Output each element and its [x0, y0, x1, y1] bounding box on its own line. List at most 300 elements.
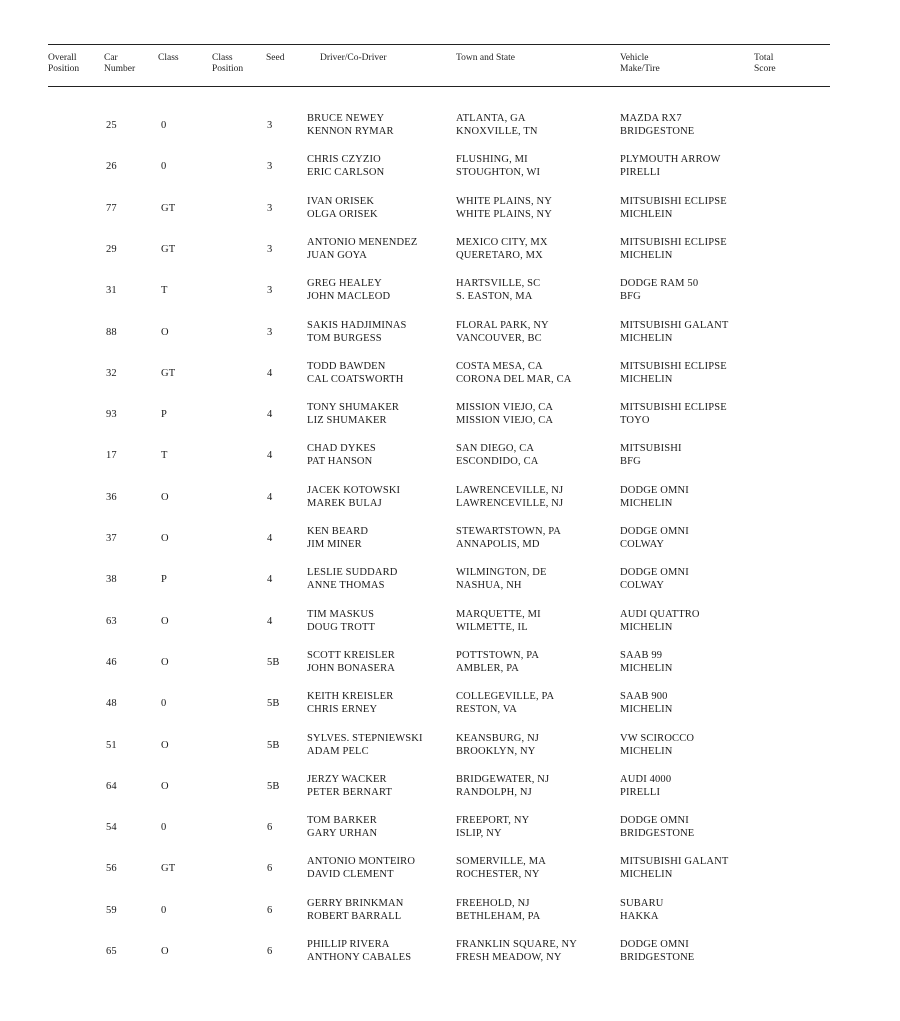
town-state-cell	[456, 814, 529, 840]
vehicle-cell	[620, 773, 671, 799]
car-number-cell	[106, 780, 117, 793]
town-state-cell-text: FLORAL PARK, NY	[456, 319, 549, 331]
vehicle-cell	[620, 319, 728, 345]
driver-cell	[307, 525, 368, 551]
vehicle-cell	[620, 401, 727, 427]
table-row	[0, 897, 900, 935]
driver-cell	[307, 112, 394, 138]
vehicle-cell	[620, 938, 694, 964]
town-state-cell-text: COLLEGEVILLE, PA	[456, 691, 555, 703]
car-number-cell	[106, 573, 117, 586]
class-cell-text: GT	[161, 202, 176, 214]
vehicle-cell-text: SAAB 900	[620, 691, 668, 703]
town-state-cell-text: NASHUA, NH	[456, 580, 522, 592]
town-state-cell	[456, 773, 549, 799]
seed-cell-text: 6	[267, 946, 273, 957]
seed-cell	[267, 780, 280, 793]
car-number-cell-text: 17	[106, 450, 117, 462]
town-state-cell-text: WHITE PLAINS, NY	[456, 208, 553, 220]
seed-cell-text: 6	[267, 822, 273, 834]
town-state-cell-text: QUERETARO, MX	[456, 249, 543, 261]
vehicle-cell-text: PIRELLI	[620, 786, 661, 798]
car-number-cell-text: 59	[106, 904, 117, 916]
driver-cell	[307, 360, 403, 386]
table-row	[0, 153, 900, 191]
class-cell	[161, 656, 169, 669]
vehicle-cell-text: MICHELIN	[620, 662, 673, 674]
town-state-cell-text: KEANSBURG, NJ	[456, 732, 540, 744]
seed-cell-text: 4	[267, 615, 273, 627]
town-state-cell-text: WHITE PLAINS, NY	[456, 195, 553, 207]
driver-cell	[307, 649, 395, 675]
driver-cell-text: PAT HANSON	[307, 456, 373, 468]
table-row	[0, 566, 900, 604]
vehicle-cell-text: MICHELIN	[620, 332, 673, 344]
car-number-cell	[106, 739, 117, 752]
seed-cell	[267, 202, 272, 215]
driver-cell-text: ANTHONY CABALES	[307, 952, 412, 963]
header-text: Position	[48, 64, 80, 74]
class-cell	[161, 615, 169, 628]
driver-cell	[307, 236, 417, 262]
car-number-cell-text: 88	[106, 326, 117, 338]
seed-cell-text: 3	[267, 326, 273, 338]
seed-cell	[267, 739, 280, 752]
class-cell	[161, 821, 166, 834]
class-cell-text: GT	[161, 863, 176, 875]
vehicle-cell-text: SAAB 99	[620, 649, 663, 661]
town-state-cell-text: STEWARTSTOWN, PA	[456, 526, 562, 537]
header-driver	[320, 53, 386, 64]
driver-cell-text: GARY URHAN	[307, 828, 378, 840]
town-state-cell-text: SOMERVILLE, MA	[456, 856, 546, 868]
car-number-cell	[106, 532, 117, 545]
table-row	[0, 401, 900, 439]
header-text: Car	[104, 53, 118, 63]
town-state-cell-text: COSTA MESA, CA	[456, 360, 543, 372]
car-number-cell	[106, 697, 117, 710]
table-row	[0, 649, 900, 687]
vehicle-cell-text: BFG	[620, 291, 641, 303]
vehicle-cell-text: VW SCIROCCO	[620, 732, 695, 744]
seed-cell	[267, 656, 280, 669]
car-number-cell	[106, 449, 117, 462]
class-cell	[161, 119, 166, 132]
car-number-cell	[106, 243, 117, 256]
car-number-cell	[106, 656, 117, 669]
town-state-cell	[456, 855, 546, 881]
vehicle-cell-text: MICHELIN	[620, 621, 673, 633]
vehicle-cell	[620, 236, 727, 262]
car-number-cell	[106, 615, 117, 628]
vehicle-cell-text: DODGE RAM 50	[620, 278, 699, 290]
driver-cell-text: JOHN MACLEOD	[307, 291, 391, 303]
town-state-cell-text: AMBLER, PA	[456, 662, 519, 674]
vehicle-cell-text: AUDI QUATTRO	[620, 608, 700, 620]
driver-cell	[307, 153, 384, 179]
town-state-cell-text: BROOKLYN, NY	[456, 745, 536, 757]
town-state-cell-text: BRIDGEWATER, NJ	[456, 773, 550, 785]
seed-cell-text: 5B	[267, 780, 280, 792]
header-text: Position	[212, 64, 244, 74]
car-number-cell	[106, 491, 117, 504]
driver-cell-text: DOUG TROTT	[307, 621, 376, 633]
class-cell-text: 0	[161, 120, 167, 131]
driver-cell-text: TIM MASKUS	[307, 608, 375, 620]
vehicle-cell-text: HAKKA	[620, 910, 659, 922]
header-text: Score	[754, 64, 776, 74]
header-class	[158, 53, 179, 64]
vehicle-cell-text: DODGE OMNI	[620, 815, 689, 827]
table-row	[0, 525, 900, 563]
class-cell	[161, 367, 175, 380]
class-cell	[161, 739, 169, 752]
vehicle-cell	[620, 525, 689, 551]
driver-cell-text: IVAN ORISEK	[307, 195, 375, 207]
car-number-cell-text: 56	[106, 863, 117, 875]
class-cell-text: GT	[161, 243, 176, 255]
seed-cell-text: 3	[267, 285, 273, 297]
driver-cell	[307, 566, 397, 592]
town-state-cell-text: FLUSHING, MI	[456, 154, 528, 166]
header-text: Make/Tire	[620, 64, 660, 74]
driver-cell-text: SCOTT KREISLER	[307, 649, 395, 661]
town-state-cell	[456, 525, 561, 551]
driver-cell-text: TODD BAWDEN	[307, 360, 386, 372]
driver-cell	[307, 773, 392, 799]
driver-cell-text: CHRIS CZYZIO	[307, 154, 381, 166]
town-state-cell-text: MISSION VIEJO, CA	[456, 402, 554, 414]
vehicle-cell-text: MITSUBISHI ECLIPSE	[620, 402, 727, 414]
header-bottom-rule	[48, 86, 830, 87]
seed-cell	[267, 367, 272, 380]
class-cell	[161, 780, 169, 793]
town-state-cell-text: HARTSVILLE, SC	[456, 278, 541, 290]
vehicle-cell-text: MITSUBISHI	[620, 443, 682, 455]
table-row	[0, 236, 900, 274]
driver-cell	[307, 732, 423, 758]
header-overall-position	[48, 53, 79, 75]
town-state-cell-text: RANDOLPH, NJ	[456, 786, 532, 798]
town-state-cell	[456, 277, 540, 303]
class-cell	[161, 160, 166, 173]
header-town-state	[456, 53, 515, 64]
driver-cell-text: JOHN BONASERA	[307, 662, 396, 674]
seed-cell	[267, 408, 272, 421]
header-vehicle	[620, 53, 660, 75]
driver-cell-text: BRUCE NEWEY	[307, 113, 385, 124]
town-state-cell-text: MEXICO CITY, MX	[456, 236, 548, 248]
car-number-cell-text: 93	[106, 409, 117, 421]
town-state-cell-text: CORONA DEL MAR, CA	[456, 373, 572, 385]
driver-cell	[307, 277, 390, 303]
vehicle-cell	[620, 855, 728, 881]
driver-cell-text: GERRY BRINKMAN	[307, 897, 404, 909]
vehicle-cell	[620, 112, 694, 138]
vehicle-cell-text: MITSUBISHI GALANT	[620, 319, 729, 331]
table-row	[0, 112, 900, 150]
header-text: Seed	[266, 53, 285, 63]
vehicle-cell-text: TOYO	[620, 415, 650, 427]
table-row	[0, 484, 900, 522]
vehicle-cell-text: BRIDGESTONE	[620, 828, 695, 840]
town-state-cell	[456, 732, 539, 758]
driver-cell-text: TOM BARKER	[307, 815, 377, 827]
seed-cell	[267, 697, 280, 710]
driver-cell	[307, 814, 377, 840]
driver-cell	[307, 484, 400, 510]
vehicle-cell-text: COLWAY	[620, 580, 665, 592]
town-state-cell-text: LAWRENCEVILLE, NJ	[456, 497, 564, 509]
vehicle-cell-text: MICHELIN	[620, 373, 673, 385]
driver-cell-text: CHAD DYKES	[307, 443, 376, 455]
vehicle-cell	[620, 649, 673, 675]
town-state-cell-text: WILMINGTON, DE	[456, 567, 547, 579]
seed-cell	[267, 160, 272, 173]
town-state-cell	[456, 360, 572, 386]
vehicle-cell	[620, 814, 694, 840]
car-number-cell	[106, 408, 117, 421]
town-state-cell	[456, 442, 538, 468]
class-cell-text: O	[161, 656, 169, 668]
seed-cell	[267, 119, 272, 132]
header-text: Total	[754, 53, 774, 63]
class-cell-text: O	[161, 615, 169, 627]
seed-cell-text: 5B	[267, 739, 280, 751]
vehicle-cell-text: COLWAY	[620, 539, 665, 550]
town-state-cell	[456, 897, 540, 923]
seed-cell	[267, 326, 272, 339]
town-state-cell	[456, 938, 577, 964]
vehicle-cell	[620, 360, 727, 386]
town-state-cell	[456, 690, 554, 716]
class-cell	[161, 284, 168, 297]
table-row	[0, 855, 900, 893]
town-state-cell-text: LAWRENCEVILLE, NJ	[456, 484, 564, 496]
driver-cell-text: ROBERT BARRALL	[307, 910, 402, 922]
driver-cell-text: ANNE THOMAS	[307, 580, 385, 592]
vehicle-cell	[620, 690, 673, 716]
vehicle-cell-text: MITSUBISHI GALANT	[620, 856, 729, 868]
table-row	[0, 360, 900, 398]
town-state-cell-text: MISSION VIEJO, CA	[456, 415, 554, 427]
driver-cell-text: KEN BEARD	[307, 526, 369, 537]
vehicle-cell	[620, 195, 727, 221]
driver-cell-text: JERZY WACKER	[307, 773, 387, 785]
town-state-cell	[456, 319, 549, 345]
seed-cell	[267, 491, 272, 504]
driver-cell-text: MAREK BULAJ	[307, 497, 382, 509]
vehicle-cell-text: BFG	[620, 456, 641, 468]
seed-cell-text: 4	[267, 367, 273, 379]
seed-cell-text: 3	[267, 161, 273, 173]
header-text: Vehicle	[620, 53, 649, 63]
header-text: Overall	[48, 53, 77, 63]
town-state-cell-text: FRANKLIN SQUARE, NY	[456, 939, 577, 950]
table-row	[0, 608, 900, 646]
car-number-cell	[106, 367, 117, 380]
vehicle-cell	[620, 277, 698, 303]
driver-cell-text: TONY SHUMAKER	[307, 402, 400, 414]
seed-cell-text: 4	[267, 409, 273, 421]
class-cell	[161, 532, 169, 545]
car-number-cell-text: 48	[106, 698, 117, 710]
vehicle-cell-text: AUDI 4000	[620, 773, 672, 785]
car-number-cell	[106, 862, 117, 875]
vehicle-cell-text: MITSUBISHI ECLIPSE	[620, 360, 727, 372]
town-state-cell	[456, 566, 547, 592]
town-state-cell-text: POTTSTOWN, PA	[456, 649, 540, 661]
driver-cell-text: LIZ SHUMAKER	[307, 415, 387, 427]
car-number-cell-text: 31	[106, 285, 117, 297]
car-number-cell-text: 65	[106, 946, 117, 957]
vehicle-cell	[620, 442, 682, 468]
class-cell	[161, 697, 166, 710]
car-number-cell-text: 64	[106, 780, 117, 792]
seed-cell-text: 6	[267, 904, 273, 916]
town-state-cell-text: VANCOUVER, BC	[456, 332, 542, 344]
town-state-cell	[456, 608, 541, 634]
driver-cell-text: DAVID CLEMENT	[307, 869, 394, 881]
class-cell-text: 0	[161, 904, 167, 916]
class-cell	[161, 573, 167, 586]
seed-cell	[267, 945, 272, 958]
car-number-cell	[106, 945, 117, 958]
class-cell-text: T	[161, 450, 168, 462]
seed-cell-text: 4	[267, 574, 273, 586]
car-number-cell-text: 46	[106, 656, 117, 668]
town-state-cell-text: STOUGHTON, WI	[456, 167, 541, 179]
vehicle-cell-text: PLYMOUTH ARROW	[620, 154, 721, 166]
driver-cell-text: ANTONIO MONTEIRO	[307, 856, 416, 868]
table-row	[0, 938, 900, 976]
car-number-cell-text: 32	[106, 367, 117, 379]
town-state-cell-text: S. EASTON, MA	[456, 291, 533, 303]
class-cell-text: O	[161, 326, 169, 338]
driver-cell-text: LESLIE SUDDARD	[307, 567, 398, 579]
vehicle-cell-text: MICHELIN	[620, 704, 673, 716]
vehicle-cell-text: DODGE OMNI	[620, 939, 689, 950]
driver-cell-text: SAKIS HADJIMINAS	[307, 319, 407, 331]
driver-cell	[307, 319, 407, 345]
class-cell-text: O	[161, 946, 169, 957]
town-state-cell	[456, 236, 548, 262]
vehicle-cell-text: DODGE OMNI	[620, 526, 689, 537]
car-number-cell	[106, 160, 117, 173]
vehicle-cell-text: MAZDA RX7	[620, 113, 682, 124]
seed-cell	[267, 615, 272, 628]
driver-cell-text: JIM MINER	[307, 539, 362, 550]
driver-cell	[307, 401, 399, 427]
class-cell-text: O	[161, 780, 169, 792]
car-number-cell-text: 36	[106, 491, 117, 503]
town-state-cell-text: WILMETTE, IL	[456, 621, 528, 633]
driver-cell-text: JUAN GOYA	[307, 249, 367, 261]
driver-cell-text: OLGA ORISEK	[307, 208, 378, 220]
table-row	[0, 195, 900, 233]
class-cell-text: 0	[161, 161, 167, 173]
driver-cell-text: ANTONIO MENENDEZ	[307, 236, 418, 248]
town-state-cell-text: MARQUETTE, MI	[456, 608, 541, 620]
town-state-cell	[456, 195, 552, 221]
driver-cell	[307, 608, 375, 634]
table-row	[0, 690, 900, 728]
header-total-score	[754, 53, 776, 75]
vehicle-cell	[620, 897, 664, 923]
table-row	[0, 814, 900, 852]
seed-cell	[267, 862, 272, 875]
town-state-cell-text: BETHLEHAM, PA	[456, 910, 541, 922]
car-number-cell	[106, 904, 117, 917]
driver-cell	[307, 442, 376, 468]
driver-cell-text: GREG HEALEY	[307, 278, 382, 290]
table-row	[0, 277, 900, 315]
header-text: Number	[104, 64, 136, 74]
car-number-cell-text: 26	[106, 161, 117, 173]
header-class-position	[212, 53, 243, 75]
car-number-cell-text: 37	[106, 533, 117, 544]
car-number-cell-text: 77	[106, 202, 117, 214]
vehicle-cell-text: BRIDGESTONE	[620, 952, 695, 963]
class-cell	[161, 408, 167, 421]
car-number-cell-text: 54	[106, 822, 117, 834]
driver-cell	[307, 897, 404, 923]
class-cell	[161, 202, 175, 215]
class-cell	[161, 491, 169, 504]
header-top-rule	[48, 44, 830, 45]
seed-cell-text: 6	[267, 863, 273, 875]
driver-cell-text: CAL COATSWORTH	[307, 373, 404, 385]
vehicle-cell	[620, 608, 700, 634]
header-car-number	[104, 53, 135, 75]
vehicle-cell-text: MICHLEIN	[620, 208, 673, 220]
class-cell-text: T	[161, 285, 168, 297]
driver-cell-text: SYLVES. STEPNIEWSKI	[307, 732, 423, 744]
header-text: Town and State	[456, 53, 515, 63]
table-row	[0, 442, 900, 480]
car-number-cell	[106, 119, 117, 132]
town-state-cell	[456, 153, 540, 179]
seed-cell	[267, 243, 272, 256]
driver-cell-text: KENNON RYMAR	[307, 126, 394, 137]
driver-cell-text: CHRIS ERNEY	[307, 704, 378, 716]
vehicle-cell-text: MICHELIN	[620, 497, 673, 509]
seed-cell-text: 5B	[267, 698, 280, 710]
header-seed	[266, 53, 284, 64]
car-number-cell-text: 63	[106, 615, 117, 627]
seed-cell	[267, 573, 272, 586]
driver-cell-text: KEITH KREISLER	[307, 691, 394, 703]
vehicle-cell-text: DODGE OMNI	[620, 567, 689, 579]
seed-cell	[267, 532, 272, 545]
car-number-cell-text: 25	[106, 120, 117, 131]
header-text: Class	[212, 53, 233, 63]
class-cell-text: GT	[161, 367, 176, 379]
car-number-cell-text: 38	[106, 574, 117, 586]
seed-cell-text: 4	[267, 533, 273, 544]
driver-cell	[307, 855, 415, 881]
vehicle-cell-text: MITSUBISHI ECLIPSE	[620, 236, 727, 248]
town-state-cell-text: FREEHOLD, NJ	[456, 897, 530, 909]
driver-cell-text: ADAM PELC	[307, 745, 369, 757]
seed-cell	[267, 284, 272, 297]
car-number-cell	[106, 202, 117, 215]
vehicle-cell	[620, 732, 694, 758]
vehicle-cell-text: PIRELLI	[620, 167, 661, 179]
car-number-cell	[106, 326, 117, 339]
town-state-cell-text: ATLANTA, GA	[456, 113, 526, 124]
class-cell	[161, 904, 166, 917]
